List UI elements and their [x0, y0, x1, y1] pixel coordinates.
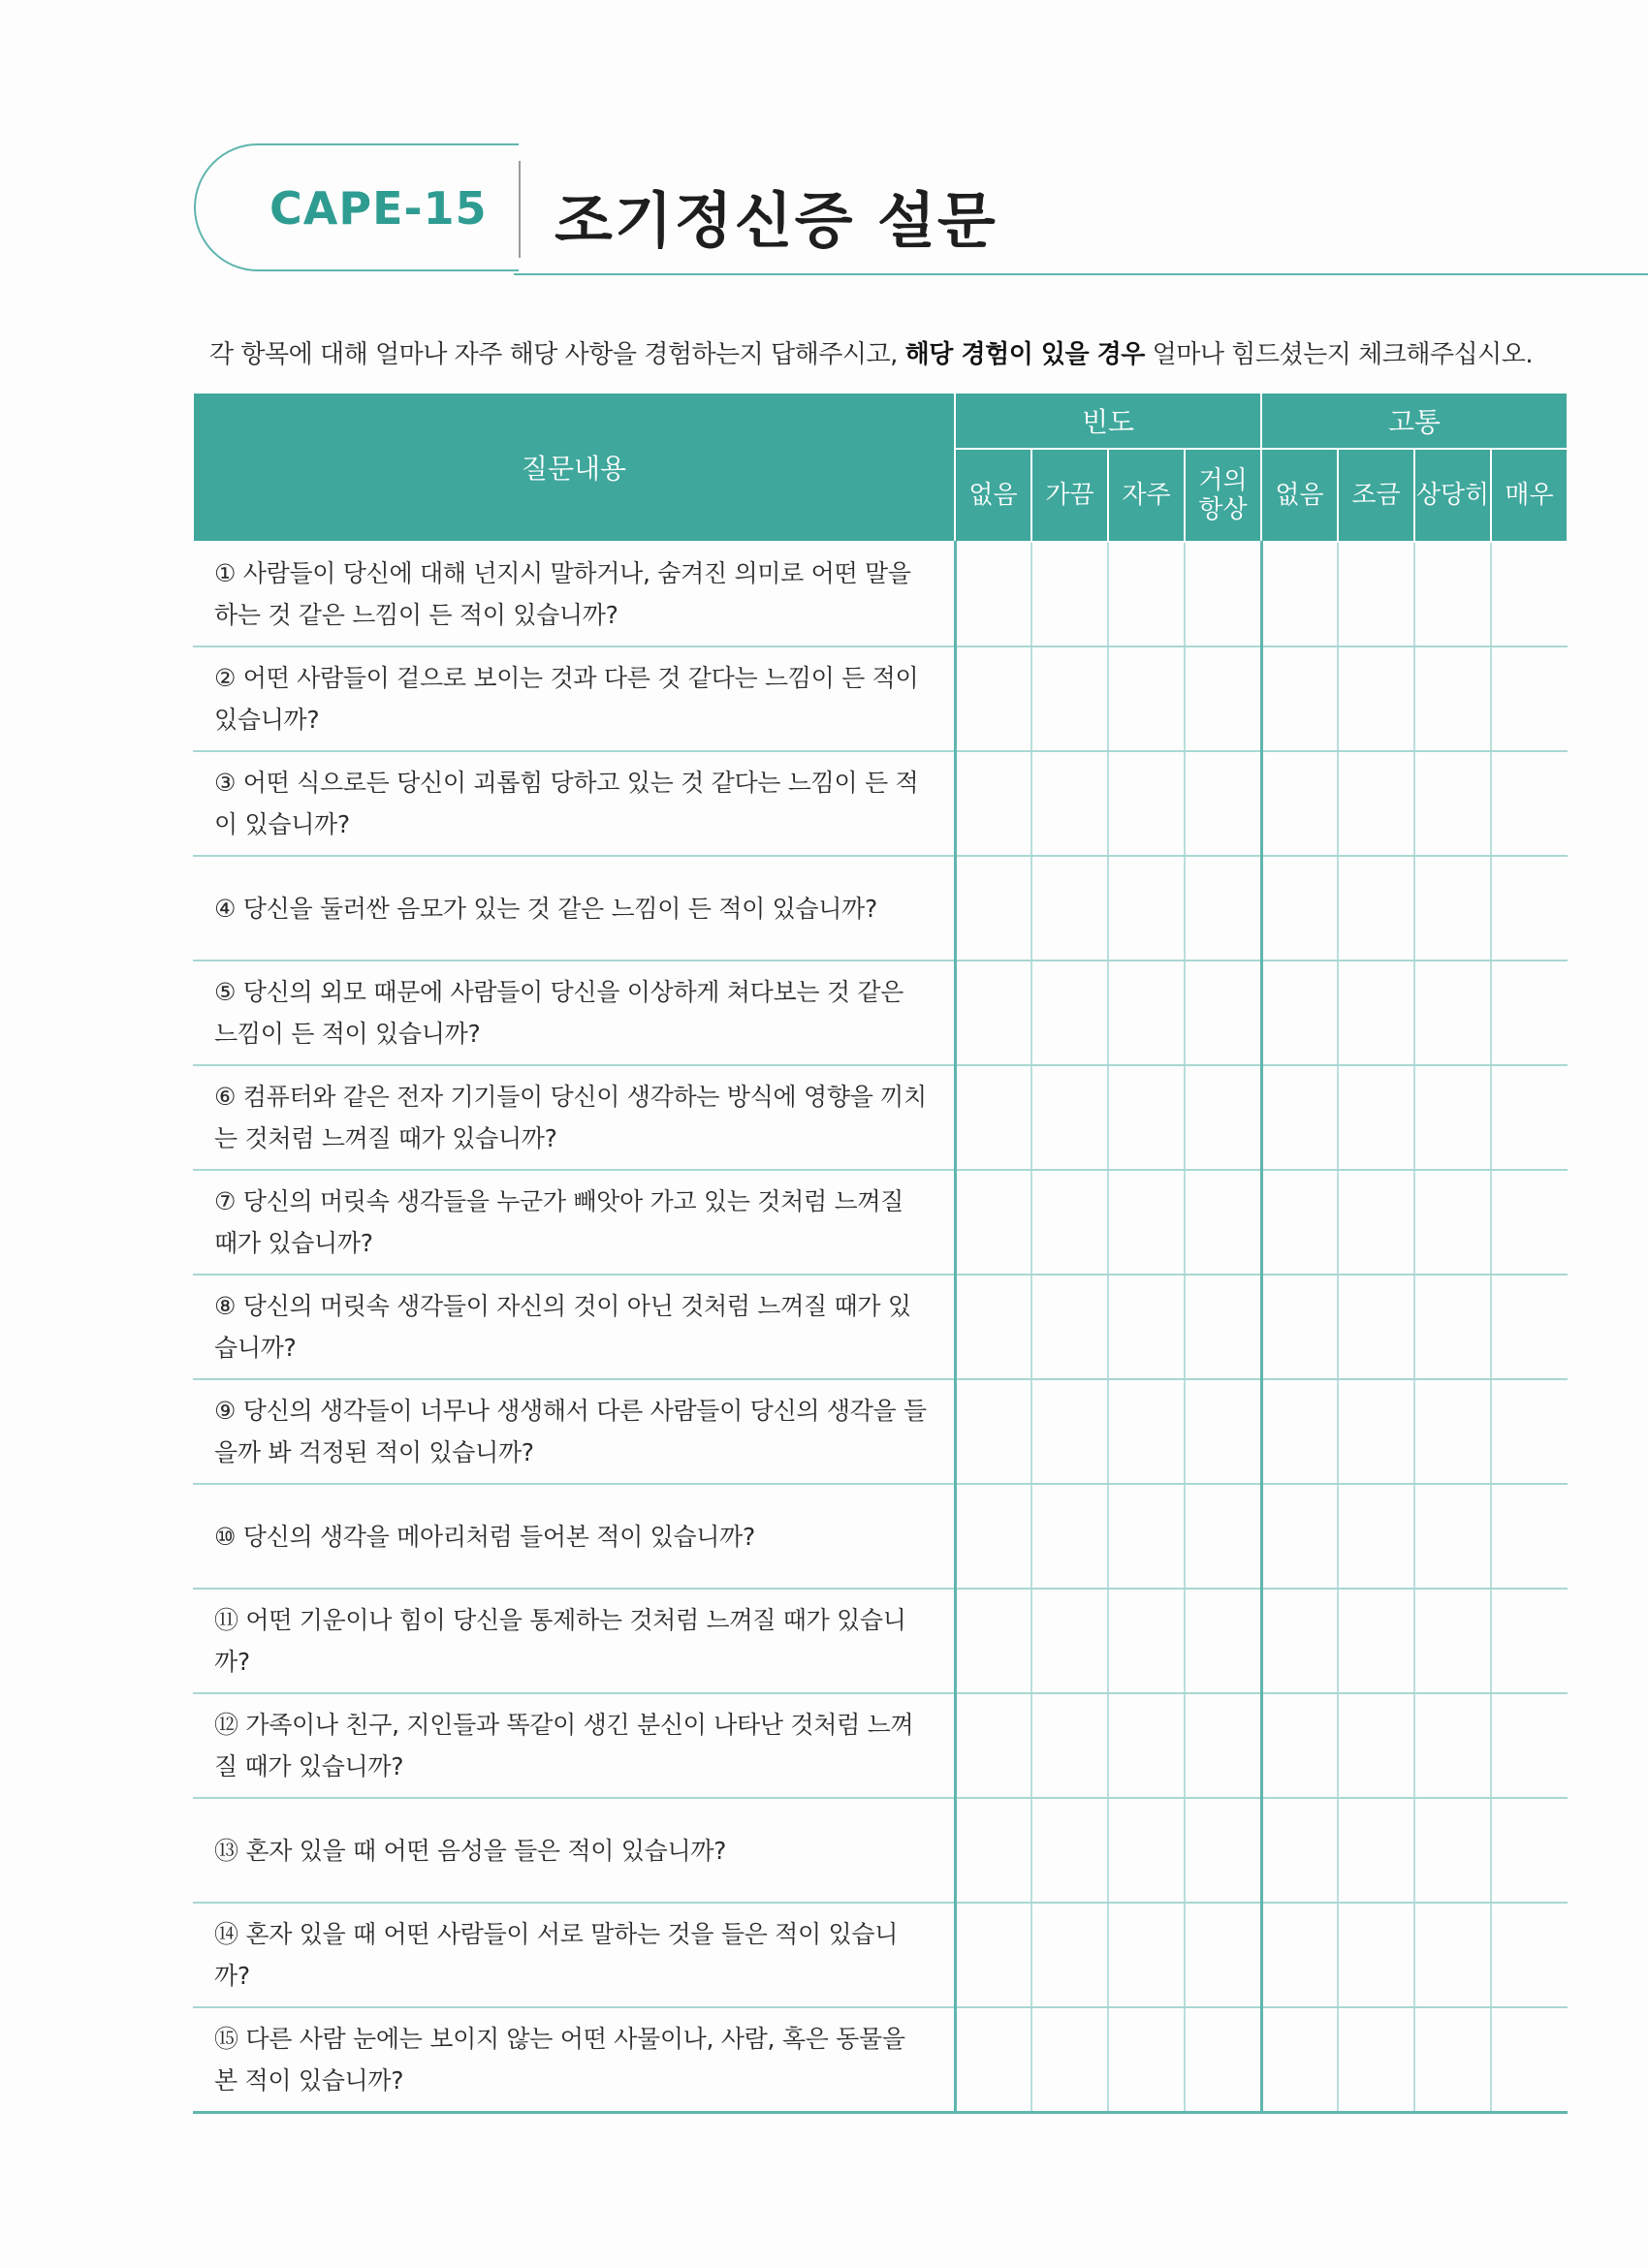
frequency-answer-cell[interactable]	[1031, 751, 1108, 856]
frequency-answer-cell[interactable]	[955, 2007, 1031, 2113]
frequency-answer-cell[interactable]	[955, 1484, 1031, 1589]
question-row	[193, 1170, 1568, 1275]
header-underline	[514, 273, 1648, 275]
header-divider	[519, 161, 521, 258]
distress-answer-cell[interactable]	[1414, 1798, 1491, 1903]
distress-answer-cell[interactable]	[1338, 1484, 1414, 1589]
frequency-answer-cell[interactable]	[1031, 1903, 1108, 2007]
frequency-answer-cell[interactable]	[1185, 1379, 1261, 1484]
distress-answer-cell[interactable]	[1414, 1589, 1491, 1693]
distress-answer-cell[interactable]	[1491, 1589, 1568, 1693]
distress-answer-cell[interactable]	[1261, 751, 1338, 856]
question-text: ⑦ 당신의 머릿속 생각들을 누군가 빼앗아 가고 있는 것처럼 느껴질 때가 있습니까?	[193, 1170, 955, 1275]
question-row	[193, 542, 1568, 646]
distress-answer-cell[interactable]	[1261, 1484, 1338, 1589]
distress-answer-cell[interactable]	[1338, 1170, 1414, 1275]
form-code-badge	[194, 143, 519, 271]
frequency-answer-cell[interactable]	[1108, 1798, 1185, 1903]
distress-answer-cell[interactable]	[1491, 1170, 1568, 1275]
distress-option-header: 조금	[1338, 449, 1414, 542]
frequency-answer-cell[interactable]	[1185, 1903, 1261, 2007]
distress-answer-cell[interactable]	[1338, 961, 1414, 1065]
distress-option-header: 상당히	[1414, 449, 1491, 542]
question-column-header: 질문내용	[193, 393, 955, 542]
frequency-answer-cell[interactable]	[1031, 1589, 1108, 1693]
question-text: ③ 어떤 식으로든 당신이 괴롭힘 당하고 있는 것 같다는 느낌이 든 적이 있습니까?	[193, 751, 955, 856]
frequency-answer-cell[interactable]	[1031, 1275, 1108, 1379]
frequency-answer-cell[interactable]	[1185, 542, 1261, 646]
distress-answer-cell[interactable]	[1261, 1903, 1338, 2007]
distress-answer-cell[interactable]	[1414, 2007, 1491, 2113]
frequency-option-header: 거의 항상	[1185, 449, 1261, 542]
frequency-option-header: 자주	[1108, 449, 1185, 542]
distress-answer-cell[interactable]	[1491, 1379, 1568, 1484]
frequency-answer-cell[interactable]	[1031, 1484, 1108, 1589]
frequency-answer-cell[interactable]	[1185, 1275, 1261, 1379]
instructions-text-before: 각 항목에 대해 얼마나 자주 해당 사항을 경험하는지 답해주시고,	[209, 340, 905, 369]
distress-answer-cell[interactable]	[1338, 856, 1414, 961]
distress-answer-cell[interactable]	[1261, 1065, 1338, 1170]
distress-answer-cell[interactable]	[1261, 856, 1338, 961]
distress-answer-cell[interactable]	[1491, 542, 1568, 646]
distress-answer-cell[interactable]	[1338, 1065, 1414, 1170]
frequency-answer-cell[interactable]	[955, 1693, 1031, 1798]
frequency-answer-cell[interactable]	[955, 1065, 1031, 1170]
frequency-answer-cell[interactable]	[955, 1589, 1031, 1693]
distress-answer-cell[interactable]	[1338, 646, 1414, 751]
question-row	[193, 2007, 1568, 2113]
question-row	[193, 1903, 1568, 2007]
frequency-answer-cell[interactable]	[1031, 1170, 1108, 1275]
distress-answer-cell[interactable]	[1261, 542, 1338, 646]
question-text: ⑮ 다른 사람 눈에는 보이지 않는 어떤 사물이나, 사람, 혹은 동물을 본 적이 있습니까?	[193, 2007, 955, 2113]
distress-answer-cell[interactable]	[1261, 1589, 1338, 1693]
frequency-answer-cell[interactable]	[1108, 961, 1185, 1065]
distress-answer-cell[interactable]	[1261, 1379, 1338, 1484]
distress-answer-cell[interactable]	[1338, 1798, 1414, 1903]
distress-answer-cell[interactable]	[1261, 1170, 1338, 1275]
frequency-answer-cell[interactable]	[1108, 1170, 1185, 1275]
distress-answer-cell[interactable]	[1414, 1275, 1491, 1379]
frequency-answer-cell[interactable]	[1185, 1589, 1261, 1693]
frequency-option-header: 가끔	[1031, 449, 1108, 542]
question-row	[193, 1693, 1568, 1798]
frequency-answer-cell[interactable]	[1185, 646, 1261, 751]
distress-answer-cell[interactable]	[1491, 1484, 1568, 1589]
distress-answer-cell[interactable]	[1491, 1693, 1568, 1798]
question-row	[193, 1065, 1568, 1170]
frequency-answer-cell[interactable]	[955, 1170, 1031, 1275]
frequency-answer-cell[interactable]	[1031, 1693, 1108, 1798]
header	[194, 143, 1570, 277]
distress-answer-cell[interactable]	[1338, 542, 1414, 646]
frequency-answer-cell[interactable]	[955, 961, 1031, 1065]
question-row	[193, 1798, 1568, 1903]
question-text: ⑧ 당신의 머릿속 생각들이 자신의 것이 아닌 것처럼 느껴질 때가 있습니까?	[193, 1275, 955, 1379]
question-row	[193, 1484, 1568, 1589]
frequency-answer-cell[interactable]	[1185, 1170, 1261, 1275]
frequency-answer-cell[interactable]	[1108, 646, 1185, 751]
frequency-answer-cell[interactable]	[1031, 1065, 1108, 1170]
question-row	[193, 1589, 1568, 1693]
question-row	[193, 751, 1568, 856]
distress-answer-cell[interactable]	[1491, 1903, 1568, 2007]
question-text: ⑬ 혼자 있을 때 어떤 음성을 들은 적이 있습니까?	[193, 1798, 955, 1903]
distress-answer-cell[interactable]	[1414, 1693, 1491, 1798]
distress-answer-cell[interactable]	[1338, 751, 1414, 856]
frequency-answer-cell[interactable]	[955, 856, 1031, 961]
frequency-answer-cell[interactable]	[955, 1379, 1031, 1484]
distress-answer-cell[interactable]	[1491, 1275, 1568, 1379]
distress-answer-cell[interactable]	[1261, 1798, 1338, 1903]
frequency-answer-cell[interactable]	[1108, 751, 1185, 856]
question-text: ⑥ 컴퓨터와 같은 전자 기기들이 당신이 생각하는 방식에 영향을 끼치는 것처럼 느껴질 때가 있습니까?	[193, 1065, 955, 1170]
frequency-answer-cell[interactable]	[955, 751, 1031, 856]
frequency-answer-cell[interactable]	[955, 1798, 1031, 1903]
frequency-answer-cell[interactable]	[1185, 1693, 1261, 1798]
distress-answer-cell[interactable]	[1261, 1275, 1338, 1379]
frequency-answer-cell[interactable]	[955, 542, 1031, 646]
frequency-answer-cell[interactable]	[1031, 1379, 1108, 1484]
survey-table	[192, 392, 1569, 2114]
distress-answer-cell[interactable]	[1338, 1589, 1414, 1693]
distress-answer-cell[interactable]	[1338, 2007, 1414, 2113]
frequency-answer-cell[interactable]	[955, 1275, 1031, 1379]
question-text: ④ 당신을 둘러싼 음모가 있는 것 같은 느낌이 든 적이 있습니까?	[193, 856, 955, 961]
frequency-answer-cell[interactable]	[955, 646, 1031, 751]
distress-answer-cell[interactable]	[1414, 1065, 1491, 1170]
distress-answer-cell[interactable]	[1261, 1693, 1338, 1798]
question-text: ⑨ 당신의 생각들이 너무나 생생해서 다른 사람들이 당신의 생각을 들을까 봐 걱정된 적이 있습니까?	[193, 1379, 955, 1484]
page-title: 조기정신증 설문	[555, 185, 998, 256]
question-text: ① 사람들이 당신에 대해 넌지시 말하거나, 숨겨진 의미로 어떤 말을 하는 것 같은 느낌이 든 적이 있습니까?	[193, 542, 955, 646]
frequency-answer-cell[interactable]	[1185, 1065, 1261, 1170]
frequency-answer-cell[interactable]	[1108, 1275, 1185, 1379]
frequency-answer-cell[interactable]	[1108, 1693, 1185, 1798]
question-row	[193, 1275, 1568, 1379]
distress-answer-cell[interactable]	[1491, 751, 1568, 856]
distress-answer-cell[interactable]	[1414, 1170, 1491, 1275]
distress-answer-cell[interactable]	[1491, 646, 1568, 751]
distress-answer-cell[interactable]	[1414, 1484, 1491, 1589]
frequency-answer-cell[interactable]	[1185, 1484, 1261, 1589]
frequency-answer-cell[interactable]	[1108, 1903, 1185, 2007]
question-row	[193, 856, 1568, 961]
frequency-answer-cell[interactable]	[1185, 856, 1261, 961]
frequency-answer-cell[interactable]	[1108, 542, 1185, 646]
frequency-option-header: 없음	[955, 449, 1031, 542]
question-text: ⑤ 당신의 외모 때문에 사람들이 당신을 이상하게 쳐다보는 것 같은 느낌이 든 적이 있습니까?	[193, 961, 955, 1065]
question-text: ⑩ 당신의 생각을 메아리처럼 들어본 적이 있습니까?	[193, 1484, 955, 1589]
distress-group-header: 고통	[1261, 393, 1568, 449]
distress-option-header: 없음	[1261, 449, 1338, 542]
question-text: ⑭ 혼자 있을 때 어떤 사람들이 서로 말하는 것을 들은 적이 있습니까?	[193, 1903, 955, 2007]
distress-answer-cell[interactable]	[1491, 856, 1568, 961]
question-text: ⑫ 가족이나 친구, 지인들과 똑같이 생긴 분신이 나타난 것처럼 느껴질 때가 있습니까?	[193, 1693, 955, 1798]
frequency-answer-cell[interactable]	[1031, 2007, 1108, 2113]
frequency-answer-cell[interactable]	[1108, 1484, 1185, 1589]
distress-answer-cell[interactable]	[1338, 1903, 1414, 2007]
frequency-answer-cell[interactable]	[1185, 2007, 1261, 2113]
distress-answer-cell[interactable]	[1491, 2007, 1568, 2113]
frequency-answer-cell[interactable]	[1185, 751, 1261, 856]
question-row	[193, 646, 1568, 751]
distress-answer-cell[interactable]	[1338, 1693, 1414, 1798]
distress-answer-cell[interactable]	[1338, 1379, 1414, 1484]
distress-answer-cell[interactable]	[1261, 2007, 1338, 2113]
frequency-answer-cell[interactable]	[1108, 1589, 1185, 1693]
frequency-answer-cell[interactable]	[1031, 1798, 1108, 1903]
question-row	[193, 961, 1568, 1065]
frequency-answer-cell[interactable]	[1031, 856, 1108, 961]
frequency-answer-cell[interactable]	[1031, 646, 1108, 751]
distress-answer-cell[interactable]	[1414, 1379, 1491, 1484]
distress-answer-cell[interactable]	[1338, 1275, 1414, 1379]
distress-answer-cell[interactable]	[1414, 961, 1491, 1065]
instructions	[209, 334, 1586, 370]
frequency-answer-cell[interactable]	[1108, 1379, 1185, 1484]
instructions-text-after: 얼마나 힘드셨는지 체크해주십시오.	[1144, 340, 1534, 369]
frequency-answer-cell[interactable]	[1031, 961, 1108, 1065]
frequency-answer-cell[interactable]	[1108, 1065, 1185, 1170]
question-text: ⑪ 어떤 기운이나 힘이 당신을 통제하는 것처럼 느껴질 때가 있습니까?	[193, 1589, 955, 1693]
distress-answer-cell[interactable]	[1414, 751, 1491, 856]
question-text: ② 어떤 사람들이 겉으로 보이는 것과 다른 것 같다는 느낌이 든 적이 있습니까?	[193, 646, 955, 751]
distress-answer-cell[interactable]	[1261, 961, 1338, 1065]
form-code: CAPE-15	[269, 182, 488, 235]
frequency-answer-cell[interactable]	[1108, 856, 1185, 961]
distress-answer-cell[interactable]	[1414, 542, 1491, 646]
distress-answer-cell[interactable]	[1414, 856, 1491, 961]
instructions-text-bold: 해당 경험이 있을 경우	[904, 340, 1145, 369]
frequency-group-header: 빈도	[955, 393, 1261, 449]
frequency-answer-cell[interactable]	[1185, 961, 1261, 1065]
distress-answer-cell[interactable]	[1491, 1798, 1568, 1903]
distress-option-header: 매우	[1491, 449, 1568, 542]
distress-answer-cell[interactable]	[1491, 1065, 1568, 1170]
frequency-answer-cell[interactable]	[955, 1903, 1031, 2007]
distress-answer-cell[interactable]	[1261, 646, 1338, 751]
distress-answer-cell[interactable]	[1414, 1903, 1491, 2007]
question-row	[193, 1379, 1568, 1484]
frequency-answer-cell[interactable]	[1031, 542, 1108, 646]
distress-answer-cell[interactable]	[1491, 961, 1568, 1065]
frequency-answer-cell[interactable]	[1108, 2007, 1185, 2113]
distress-answer-cell[interactable]	[1414, 646, 1491, 751]
frequency-answer-cell[interactable]	[1185, 1798, 1261, 1903]
